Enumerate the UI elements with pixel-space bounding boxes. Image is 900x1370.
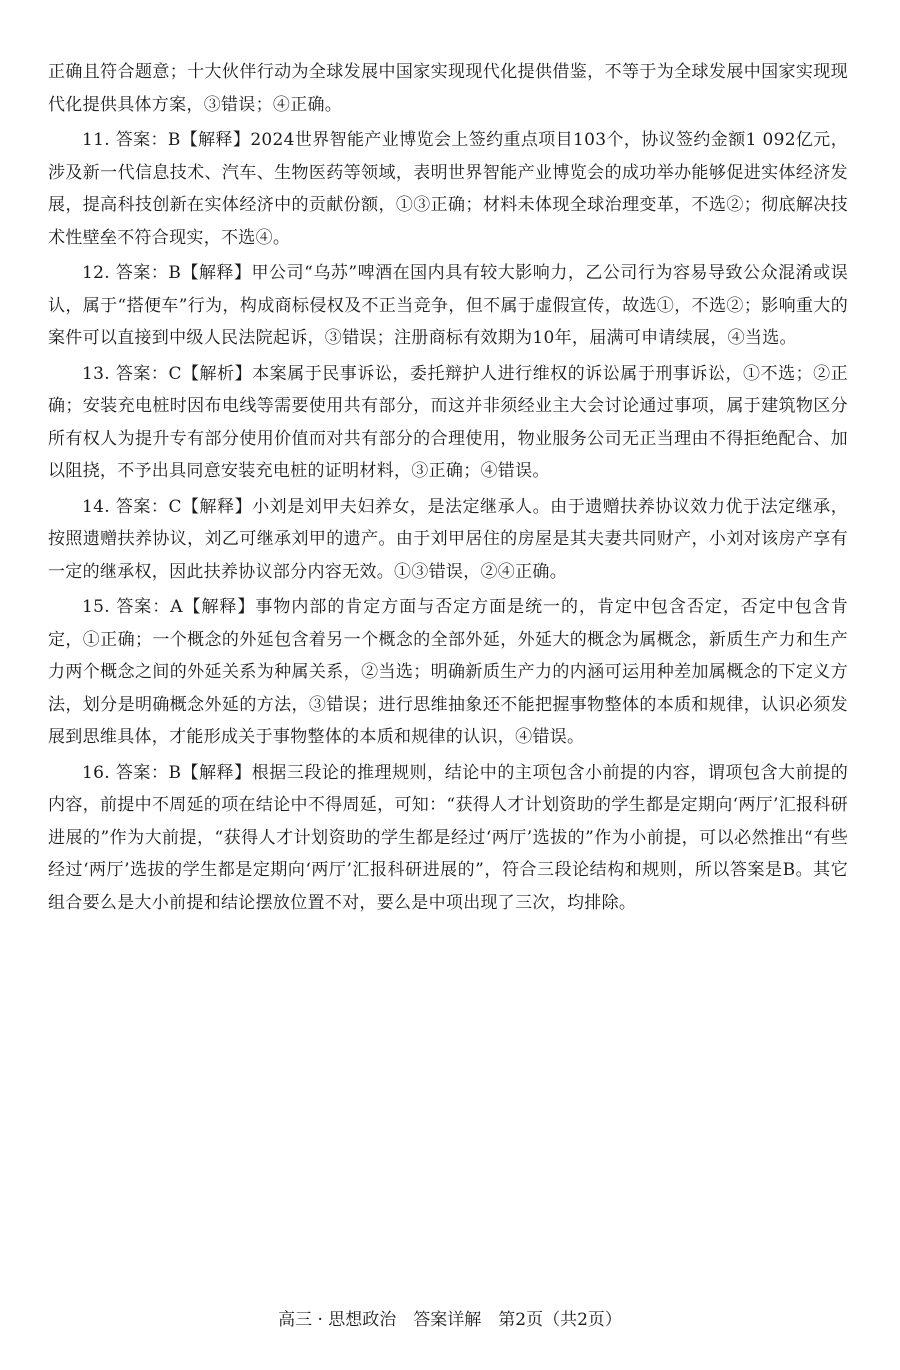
answer-12: 12. 答案：B【解释】甲公司“乌苏”啤酒在国内具有较大影响力，乙公司行为容易导致公众混淆或误认，属于“搭便车”行为，构成商标侵权及不正当竞争，但不属于虚假宣传，故选①，不选②；影响重大的案件可以直接到中级人民法院起诉，③错误；注册商标有效期为10年，届满可申请续展，④当选。 [48,263,848,348]
answer-16: 16. 答案：B【解释】根据三段论的推理规则，结论中的主项包含小前提的内容，谓项包含大前提的内容，前提中不周延的项在结论中不得周延，可知：“获得人才计划资助的学生都是定期向‘两厅’汇报科研进展的”作为大前提，“获得人才计划资助的学生都是经过‘两厅’选拔的”作为小前提，可以必然推出“有些经过‘两厅’选拔的学生都是定期向‘两厅’汇报科研进展的”，符合三段论结构和规则，所以答案是B。其它组合要么是大小前提和结论摆放位置不对，要么是中项出现了三次，均排除。 [48,762,848,913]
answer-explanations [48,56,848,922]
answer-11: 11. 答案：B【解释】2024世界智能产业博览会上签约重点项目103个，协议签约金额1 092亿元，涉及新一代信息技术、汽车、生物医药等领域，表明世界智能产业博览会的成功举办能够促进实体经济发展，提高科技创新在实体经济中的贡献份额，①③正确；材料未体现全球治理变革，不选②；彻底解决技术性壁垒不符合现实，不选④。 [48,130,848,248]
paragraph-continuation: 正确且符合题意；十大伙伴行动为全球发展中国家实现现代化提供借鉴，不等于为全球发展中国家实现现代化提供具体方案，③错误；④正确。 [48,62,848,115]
answer-13: 13. 答案：C【解析】本案属于民事诉讼，委托辩护人进行维权的诉讼属于刑事诉讼，①不选；②正确；安装充电桩时因布电线等需要使用共有部分，而这并非须经业主大会讨论通过事项，属于建筑物区分所有权人为提升专有部分使用价值而对共有部分的合理使用，物业服务公司无正当理由不得拒绝配合、加以阻挠，不予出具同意安装充电桩的证明材料，③正确；④错误。 [48,363,848,481]
answer-14: 14. 答案：C【解释】小刘是刘甲夫妇养女，是法定继承人。由于遗赠扶养协议效力优于法定继承，按照遗赠扶养协议，刘乙可继承刘甲的遗产。由于刘甲居住的房屋是其夫妻共同财产，小刘对该房产享有一定的继承权，因此扶养协议部分内容无效。①③错误，②④正确。 [48,496,848,582]
page-footer: 高三 · 思想政治 答案详解 第2页（共2页） [278,1310,622,1330]
answer-15: 15. 答案：A【解释】事物内部的肯定方面与否定方面是统一的，肯定中包含否定，否定中包含肯定，①正确；一个概念的外延包含着另一个概念的全部外延，外延大的概念为属概念，新质生产力和生产力两个概念之间的外延关系为种属关系，②当选；明确新质生产力的内涵可运用种差加属概念的下定义方法，划分是明确概念外延的方法，③错误；进行思维抽象还不能把握事物整体的本质和规律，认识必须发展到思维具体，才能形成关于事物整体的本质和规律的认识，④错误。 [48,597,848,747]
